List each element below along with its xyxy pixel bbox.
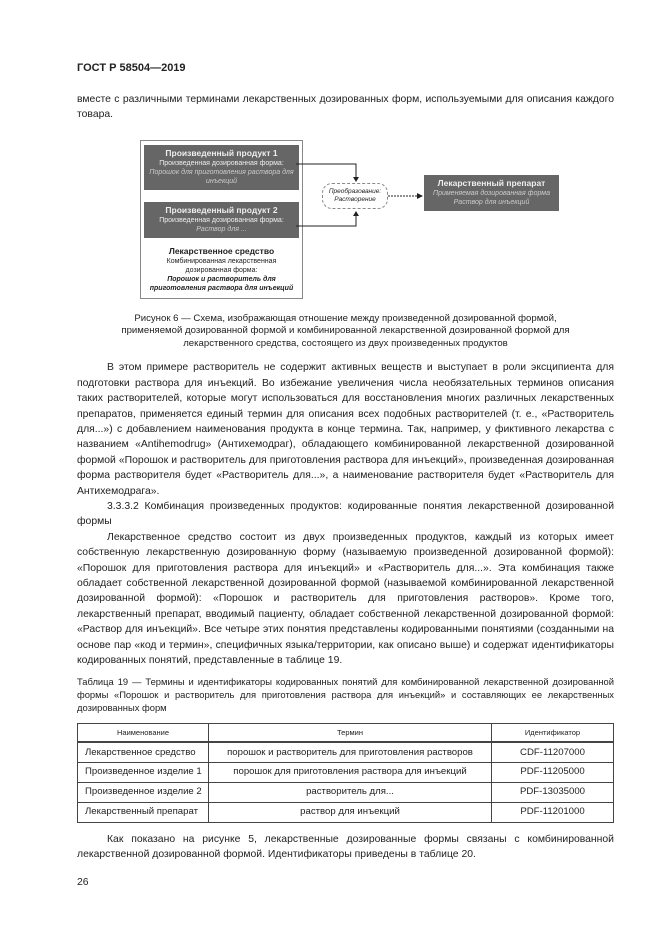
product1-label: Произведенная дозированная форма: [159,159,284,167]
terms-table [77,723,614,823]
product2-value: Раствор для ... [196,225,247,233]
header-id: Идентификатор [492,723,614,742]
document-header: ГОСТ Р 58504—2019 [77,62,186,74]
cell-name: Произведенное изделие 2 [78,782,209,802]
medicine-value: Порошок и растворитель для приготовления раствора для инъекций [149,275,294,292]
paragraph-1: В этом примере растворитель не содержит активных веществ и выступает в роли эксципиента для подготовки раствора для инъекций. Во избежание увеличения числа необязательных терминов описания таких растворителей, которые могут использоваться для восстановления многих различных лекарственных препаратов, применяется единый термин для описания всех подобных растворителей (т. е., «Растворитель для...») с добавлением наименования продукта в конце термина. Так, например, у фиктивного лекарства с названием «Antihemodrug» (Антихемодраг), обладающего комбинированной лекарственной дозированной формой «Порошок и растворитель для приготовления раствора для инъекций», произведенная дозированная форма растворителя будет «Растворитель для...», а наименование растворителя будет «Растворитель для Антихемодрага». [77,362,614,497]
table-caption: Таблица 19 — Термины и идентификаторы кодированных понятий для комбинированной лекарственной дозированной формы «Порошок и растворитель для приготовления раствора для инъекций» и составляющих ее лекарственных дозированных форм [77,676,614,714]
product2-label: Произведенная дозированная форма: [159,216,284,224]
product1-value: Порошок для приготовления раствора для инъекций [149,168,294,185]
preparation-value: Раствор для инъекций [453,198,530,206]
preparation-label: Применяемая дозированная форма [433,189,550,197]
cell-name: Лекарственное средство [78,742,209,762]
cell-term: порошок и растворитель для приготовления растворов [209,742,492,762]
paragraph-3: Лекарственное средство состоит из двух произведенных продуктов, каждый из которых имеет собственную лекарственную дозированную форму (называемую произведенной дозированной формой): «Порошок для приготовления раствора для инъекций» и «Растворитель для...». Эта комбинация также обладает собственной лекарственной дозированной формой (называемой комбинированной лекарственной дозированной формой): «Порошок и растворитель для приготовления растворов». Кроме того, лекарственный препарат, вводимый пациенту, обладает собственной лекарственной дозированной формой: «Раствор для инъекций». Все четыре этих понятия представлены кодированными понятиями (созданными на основе пар «код и термин», специфичных языка/территории, как описано выше) и содержат идентификаторы кодированных понятий, представленные в таблице 19. [77,531,614,667]
paragraph-2: 3.3.3.2 Комбинация произведенных продуктов: кодированные понятия лекарственной дозированной формы [77,500,614,528]
medicine-label: Комбинированная лекарственная дозированная форма: [166,257,277,274]
preparation-title: Лекарственный препарат [437,177,546,188]
transform-node: Преобразование: Растворение [322,183,388,209]
table-row [78,762,614,782]
cell-id: PDF-11205000 [492,762,614,782]
table-row [78,802,614,822]
cell-id: CDF-11207000 [492,742,614,762]
cell-term: порошок для приготовления раствора для инъекций [209,762,492,782]
figure-caption: Рисунок 6 — Схема, изображающая отношение между произведенной дозированной формой, применяемой дозированной формой и комбинированной лекарственной дозированной формой для лекарственного средства, состоящего из двух произведенных продуктов [121,312,570,349]
cell-id: PDF-11201000 [492,802,614,822]
table-row [78,782,614,802]
table-header-row [78,723,614,742]
cell-name: Произведенное изделие 1 [78,762,209,782]
cell-term: раствор для инъекций [209,802,492,822]
product1-title: Произведенный продукт 1 [165,147,278,158]
table-row [78,742,614,762]
preparation-box [424,175,559,211]
header-name: Наименование [78,723,209,742]
intro-paragraph: вместе с различными терминами лекарственных дозированных форм, используемыми для описания каждого товара. [77,94,614,121]
cell-id: PDF-13035000 [492,782,614,802]
medicine-title: Лекарственное средство [168,245,275,256]
product2-title: Произведенный продукт 2 [165,204,278,215]
paragraph-4: Как показано на рисунке 5, лекарственные дозированные формы связаны с комбинированной лекарственной дозированной формой. Идентификаторы приведены в таблице 20. [77,833,614,861]
header-term: Термин [209,723,492,742]
cell-name: Лекарственный препарат [78,802,209,822]
figure-diagram [77,140,614,299]
cell-term: растворитель для... [209,782,492,802]
page-number: 26 [77,876,89,888]
